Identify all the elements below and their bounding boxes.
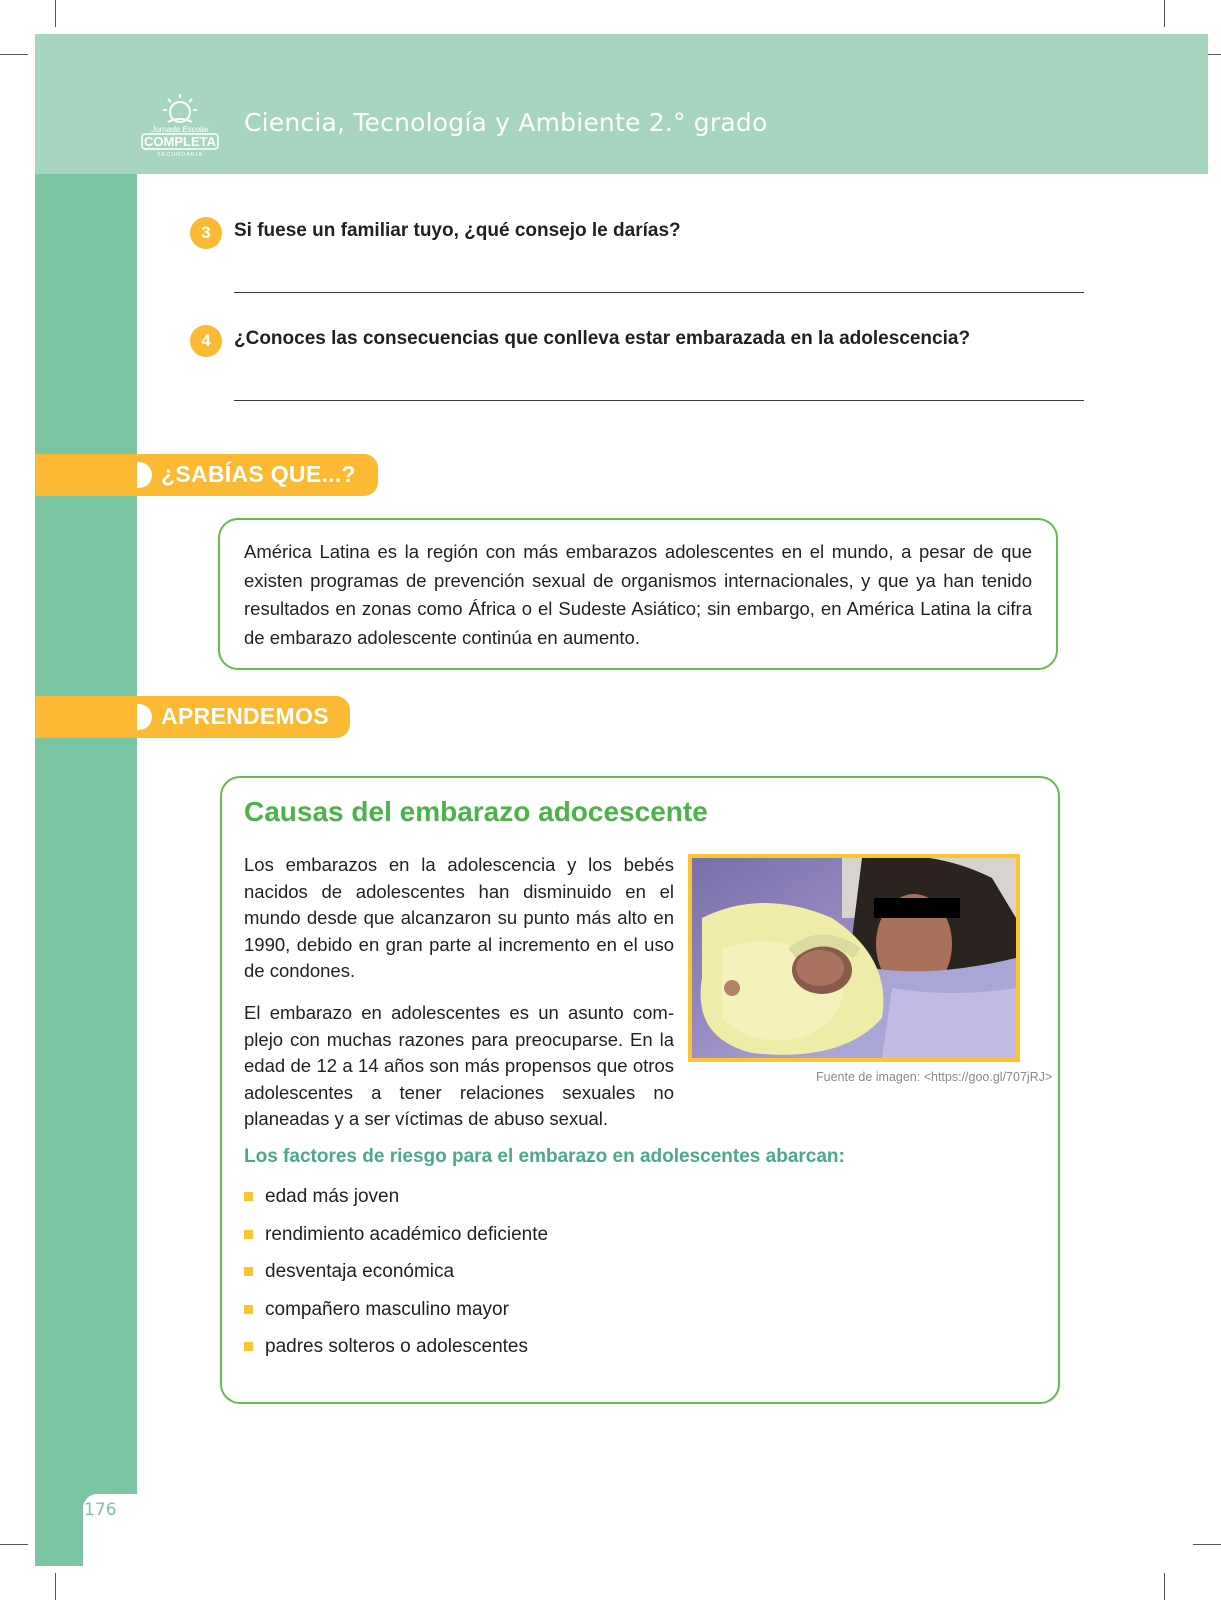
crop-mark xyxy=(1193,1544,1221,1545)
tag-label: ¿SABÍAS QUE...? xyxy=(161,461,356,487)
svg-text:COMPLETA: COMPLETA xyxy=(144,134,216,149)
tag-notch xyxy=(137,462,152,488)
list-item xyxy=(244,1184,548,1222)
paragraph: Los embarazos en la adolescencia y los bebés nacidos de adolescentes han disminuido en el mundo desde que alcanzaron su punto más alto en 1990, debido en gran parte al incremento en el uso de condones. xyxy=(244,854,674,981)
tag-label: APRENDEMOS xyxy=(161,703,329,729)
answer-line[interactable] xyxy=(234,292,1084,293)
factors-heading: Los factores de riesgo para el embarazo en adolescentes abarcan: xyxy=(244,1146,845,1167)
page-number: 176 xyxy=(84,1500,117,1520)
tag-notch xyxy=(137,704,152,730)
list-item-text: desventaja económica xyxy=(265,1261,455,1282)
header-title: Ciencia, Tecnología y Ambiente 2.° grado xyxy=(244,108,768,137)
aprendemos-tag xyxy=(35,696,350,738)
square-bullet-icon xyxy=(244,1267,253,1276)
section-title: Causas del embarazo adocescente xyxy=(244,796,708,827)
list-item xyxy=(244,1259,548,1297)
answer-line[interactable] xyxy=(234,400,1084,401)
crop-mark xyxy=(1164,1573,1165,1600)
factors-list xyxy=(244,1184,548,1372)
crop-mark xyxy=(0,1544,28,1545)
crop-mark xyxy=(0,54,28,55)
sun-book-logo xyxy=(138,90,222,160)
list-item-text: edad más joven xyxy=(265,1186,400,1207)
sabias-que-box xyxy=(218,518,1058,670)
square-bullet-icon xyxy=(244,1192,253,1201)
svg-text:SECUNDARIA: SECUNDARIA xyxy=(156,152,204,158)
list-item xyxy=(244,1297,548,1335)
sabias-que-text: América Latina es la región con más embarazos adolescentes en el mundo, a pesar de que existen programas de prevención sexual de organismos internacionales, y que ya han tenido resultados en zonas como África o el Sudeste Asiático; sin embargo, en América Latina la cifra de embarazo adolescente continúa en aumento. xyxy=(244,541,1032,648)
question-number-badge: 4 xyxy=(190,325,222,357)
square-bullet-icon xyxy=(244,1230,253,1239)
list-item xyxy=(244,1334,548,1372)
mother-baby-photo xyxy=(688,854,1020,1062)
aprendemos-box xyxy=(220,776,1060,1404)
crop-mark xyxy=(55,0,56,27)
list-item-text: compañero masculino mayor xyxy=(265,1298,509,1320)
image-caption: Fuente de imagen: <https://goo.gl/707jRJ> xyxy=(816,1070,1053,1084)
crop-mark xyxy=(1164,0,1165,27)
paragraph: El embarazo en adolescentes es un asunto com-plejo con muchas razones para preocuparse. En la edad de 12 a 14 años son más propensos que otros adolescentes a tener relaciones sexuales no planeadas y a ser víctimas de abuso sexual. xyxy=(244,1002,674,1129)
crop-mark xyxy=(55,1573,56,1600)
question-number-badge: 3 xyxy=(190,217,222,249)
sabias-que-tag xyxy=(35,454,378,496)
square-bullet-icon xyxy=(244,1342,253,1351)
question-text: Si fuese un familiar tuyo, ¿qué consejo le darías? xyxy=(234,220,681,241)
list-item xyxy=(244,1222,548,1260)
list-item-text: rendimiento académico deficiente xyxy=(265,1223,549,1245)
square-bullet-icon xyxy=(244,1305,253,1314)
list-item-text: padres solteros o adolescentes xyxy=(265,1336,528,1357)
svg-text:Jornada Escolar: Jornada Escolar xyxy=(151,125,209,134)
sidebar-band xyxy=(35,174,137,1566)
question-text: ¿Conoces las consecuencias que conlleva estar embarazada en la adolescencia? xyxy=(234,328,971,349)
